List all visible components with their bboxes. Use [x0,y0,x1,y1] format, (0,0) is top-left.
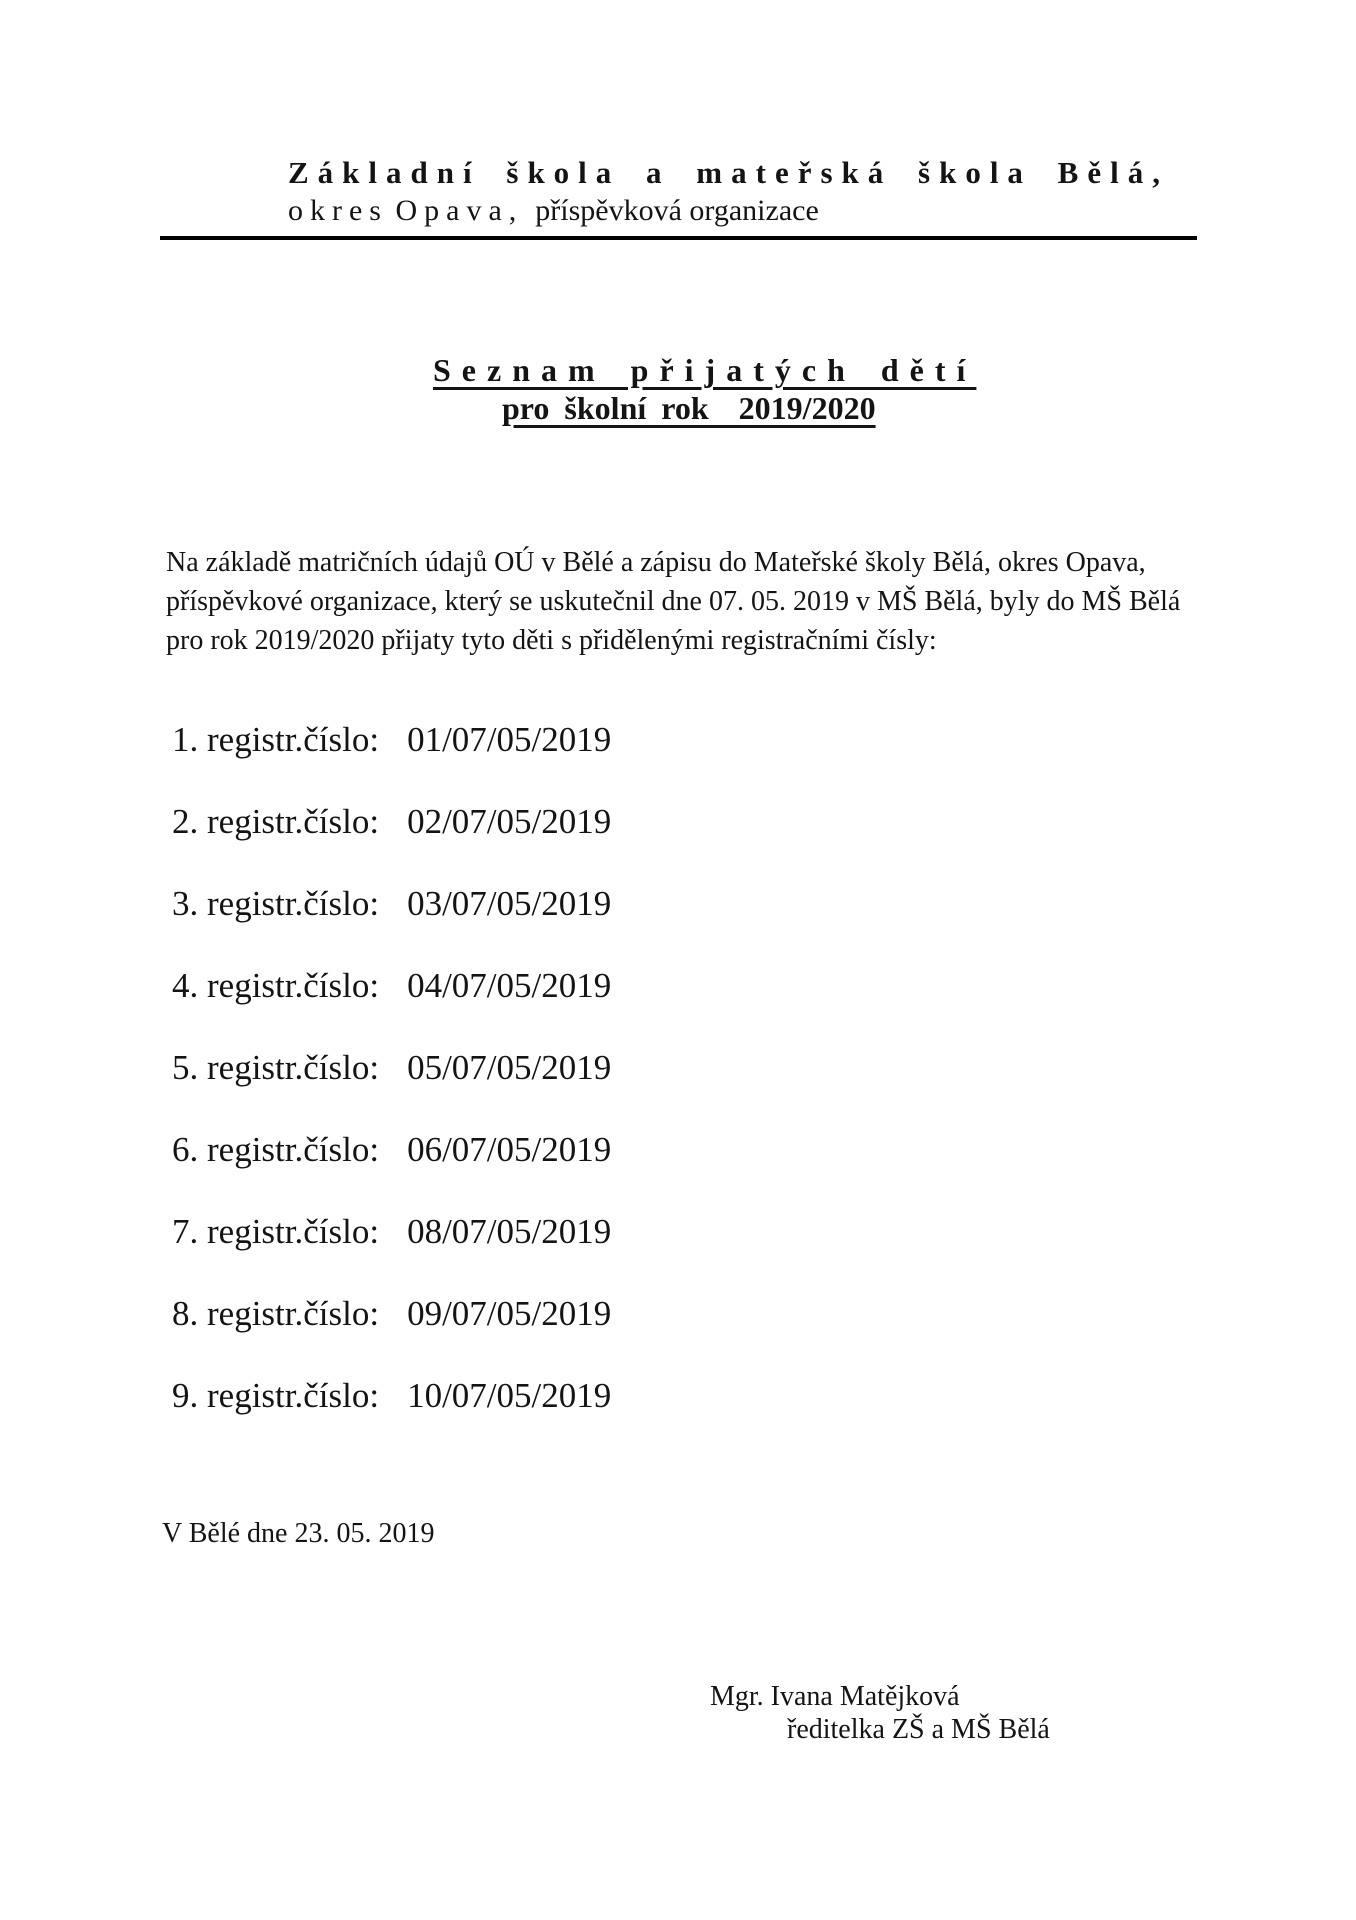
registration-row [172,1130,611,1178]
signature-name: Mgr. Ivana Matějková [710,1681,960,1712]
registration-value: 06/07/05/2019 [407,1130,612,1169]
registration-value: 05/07/05/2019 [407,1048,612,1087]
registration-value: 10/07/05/2019 [407,1376,612,1415]
signature-role: ředitelka ZŠ a MŠ Bělá [787,1714,1050,1745]
registration-value: 04/07/05/2019 [407,966,612,1005]
registration-row [172,1376,611,1424]
document-title-line2: pro školní rok 2019/2020 [502,390,876,426]
intro-line: Na základě matričních údajů OÚ v Bělé a zápisu do Mateřské školy Bělá, okres Opava, [166,547,1146,578]
registration-value: 02/07/05/2019 [407,802,612,841]
registration-row [172,720,611,768]
header-divider-line [160,236,1197,240]
registration-value: 08/07/05/2019 [407,1212,612,1251]
registration-label: 6. registr.číslo: [172,1130,380,1169]
registration-label: 3. registr.číslo: [172,884,380,923]
registration-row [172,1212,611,1260]
registration-label: 9. registr.číslo: [172,1376,380,1415]
registration-row [172,1294,611,1342]
registration-list [172,720,611,1458]
registration-label: 5. registr.číslo: [172,1048,380,1087]
org-name-line1: Základní škola a mateřská škola Bělá, [288,155,1169,190]
registration-row [172,1048,611,1096]
intro-line: příspěvkové organizace, který se uskutečnil dne 07. 05. 2019 v MŠ Bělá, byly do MŠ Bělá [166,586,1181,617]
intro-line: pro rok 2019/2020 přijaty tyto děti s přidělenými registračními čísly: [166,625,937,656]
document-title-line1: Seznam přijatých dětí [433,352,977,388]
registration-value: 09/07/05/2019 [407,1294,612,1333]
registration-value: 01/07/05/2019 [407,720,612,759]
org-name-line2 [288,194,819,228]
registration-label: 1. registr.číslo: [172,720,380,759]
registration-row [172,884,611,932]
registration-row [172,966,611,1014]
registration-value: 03/07/05/2019 [407,884,612,923]
registration-label: 8. registr.číslo: [172,1294,380,1333]
intro-paragraph [166,543,1180,660]
place-date-line: V Bělé dne 23. 05. 2019 [162,1518,435,1549]
registration-label: 2. registr.číslo: [172,802,380,841]
registration-label: 4. registr.číslo: [172,966,380,1005]
registration-label: 7. registr.číslo: [172,1212,380,1251]
org-district: okres Opava, [288,194,524,227]
org-type: příspěvková organizace [535,194,819,227]
registration-row [172,802,611,850]
